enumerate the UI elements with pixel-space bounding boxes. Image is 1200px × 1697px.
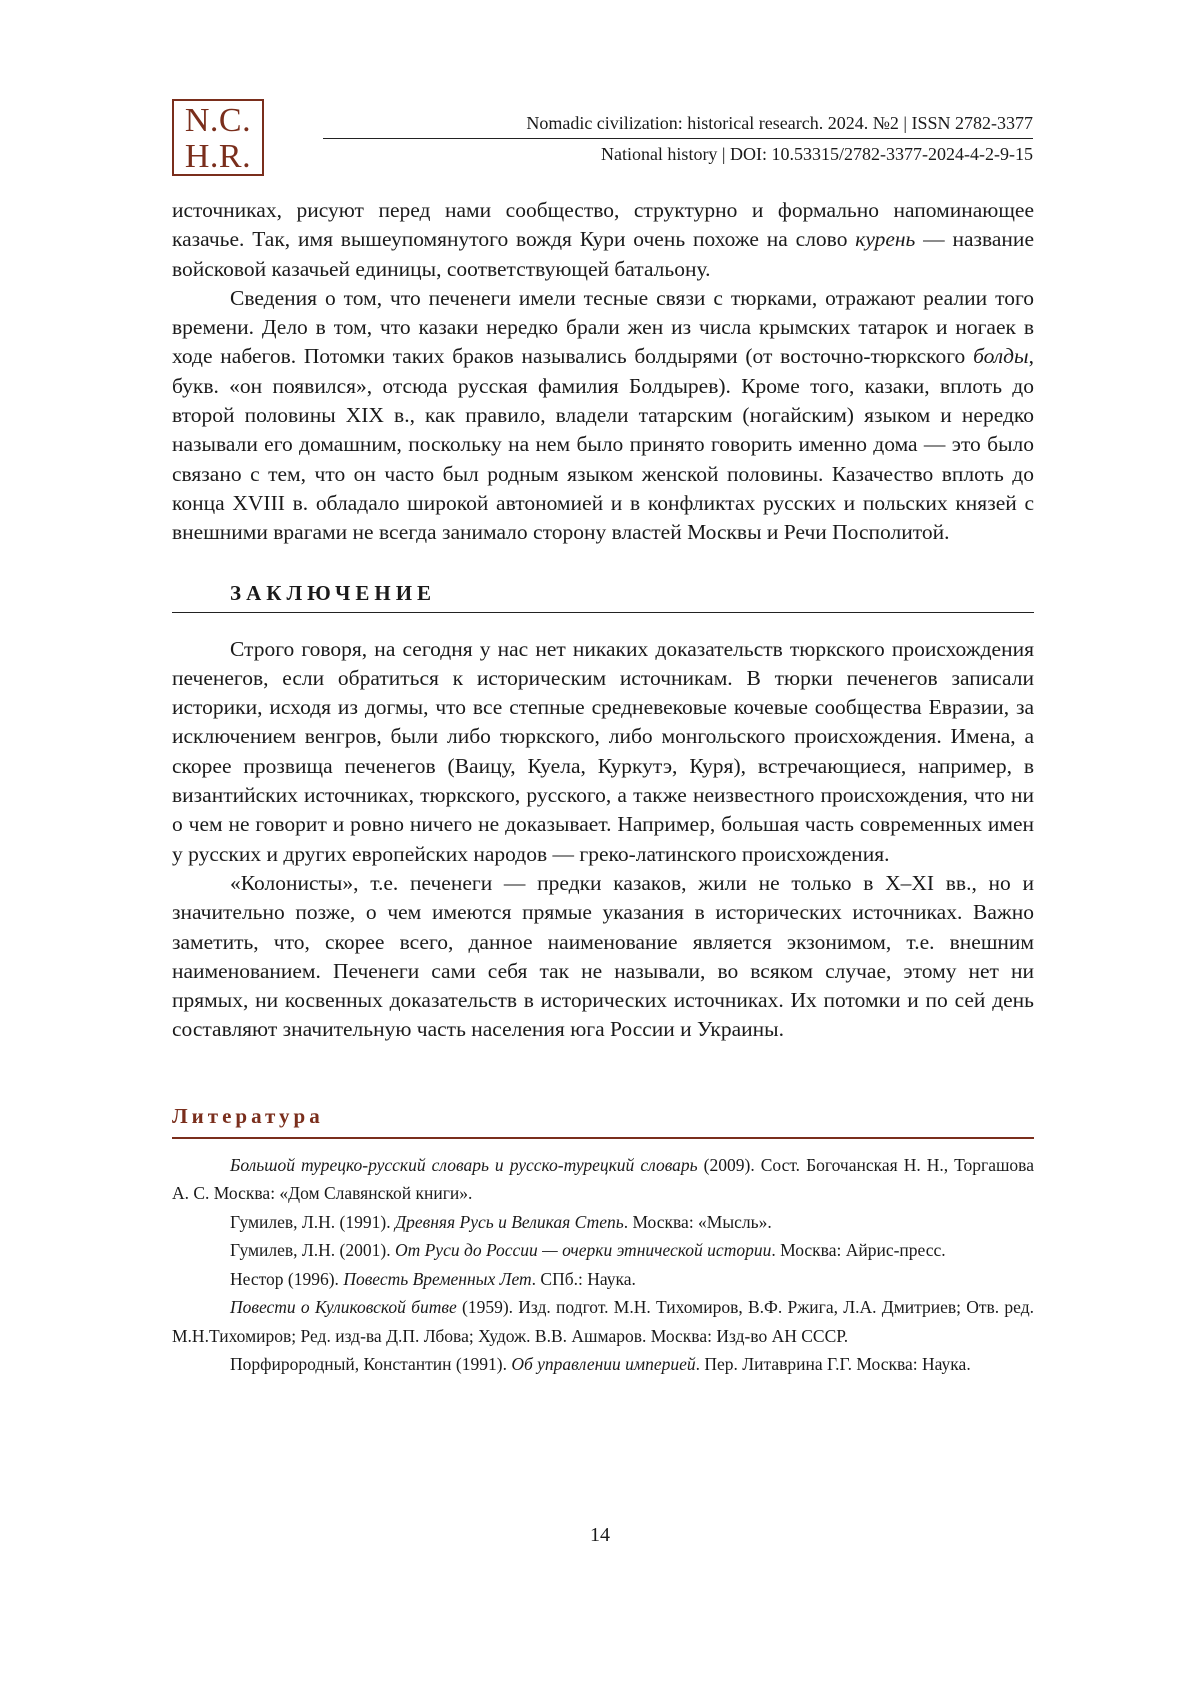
journal-logo — [172, 99, 264, 176]
references-heading: Литература — [172, 1101, 1034, 1139]
conclusion-heading: ЗАКЛЮЧЕНИЕ — [172, 578, 1034, 613]
body-paragraph: Сведения о том, что печенеги имели тесные связи с тюрками, отражают реалии того времени. Дело в том, что казаки нередко брали жен из числа крымских татарок и ногаек в ходе набегов. Потомки таких браков назывались болдырями (от восточно-тюркского болды, букв. «он появился», отсюда русская фамилия Болдырев). Кроме того, казаки, вплоть до второй половины XIX в., как правило, владели татарским (ногайским) языком и нередко называли его домашним, поскольку на нем было принято говорить именно дома — это было связано с тем, что он часто был родным языком женской половины. Казачество вплоть до конца XVIII в. обладало широкой автономией и в конфликтах русских и польских князей с внешними врагами не всегда занимало сторону властей Москвы и Речи Посполитой. — [172, 285, 1034, 545]
emphasis-term: болды — [973, 344, 1029, 369]
reference-item: Повести о Куликовской битве (1959). Изд. подгот. М.Н. Тихомиров, В.Ф. Ржига, Л.А. Дмитриев; Отв. ред. М.Н.Тихомиров; Ред. изд-ва Д.П. Лбова; Худож. В.В. Ашмаров. Москва: Изд-во АН СССР. — [172, 1297, 1035, 1346]
body-paragraph: источниках, рисуют перед нами сообщество, структурно и формально напоминающее казачье. Так, имя вышеупомянутого вождя Кури очень похоже на слово курень — название войсковой казачьей единицы, соответствующей батальону. — [172, 198, 1034, 281]
conclusion-paragraph: «Колонисты», т.е. печенеги — предки казаков, жили не только в X–XI вв., но и значительно позже, о чем имеются прямые указания в исторических источниках. Важно заметить, что, скорее всего, данное наименование является экзонимом, т.е. внешним наименованием. Печенеги сами себя так не называли, во всяком случае, этому нет ни прямых, ни косвенных доказательств в исторических источниках. Их потомки и по сей день составляют значительную часть населения юга России и Украины. — [172, 870, 1034, 1042]
logo-line-1: N.C. — [184, 102, 252, 139]
references-list — [172, 1151, 1034, 1379]
reference-item: Порфирородный, Константин (1991). Об управлении империей. Пер. Литаврина Г.Г. Москва: Наука. — [230, 1354, 971, 1375]
reference-item: Нестор (1996). Повесть Временных Лет. СПб.: Наука. — [230, 1268, 636, 1289]
logo-line-2: H.R. — [184, 138, 252, 175]
section-doi: National history | DOI: 10.53315/2782-3377-2024-4-2-9-15 — [600, 144, 1033, 164]
page-number: 14 — [590, 1524, 610, 1546]
reference-item: Гумилев, Л.Н. (2001). От Руси до России — очерки этнической истории. Москва: Айрис-пресс. — [230, 1240, 946, 1261]
reference-item: Большой турецко-русский словарь и русско-турецкий словарь (2009). Сост. Богочанская Н. Н., Торгашова А. С. Москва: «Дом Славянской книги». — [172, 1154, 1034, 1204]
article-body — [172, 196, 1034, 1379]
emphasis-term: курень — [855, 227, 916, 252]
conclusion-paragraph: Строго говоря, на сегодня у нас нет никаких доказательств тюркского происхождения печенегов, если обратиться к историческим источникам. В тюрки печенегов записали историки, исходя из догмы, что все степные средневековые кочевые сообщества Евразии, за исключением венгров, были либо тюркского, либо монгольского происхождения. Имена, а скорее прозвища печенегов (Ваицу, Куела, Куркутэ, Куря), встречающиеся, например, в византийских источниках, тюркского, русского, а также неизвестного происхождения, что ни о чем не говорит и ровно ничего не доказывает. Например, большая часть современных имен у русских и других европейских народов — греко-латинского происхождения. — [172, 636, 1034, 866]
running-header — [273, 108, 1033, 167]
journal-citation: Nomadic civilization: historical research. 2024. №2 | ISSN 2782-3377 — [323, 108, 1033, 139]
reference-item: Гумилев, Л.Н. (1991). Древняя Русь и Великая Степь. Москва: «Мысль». — [230, 1211, 772, 1232]
